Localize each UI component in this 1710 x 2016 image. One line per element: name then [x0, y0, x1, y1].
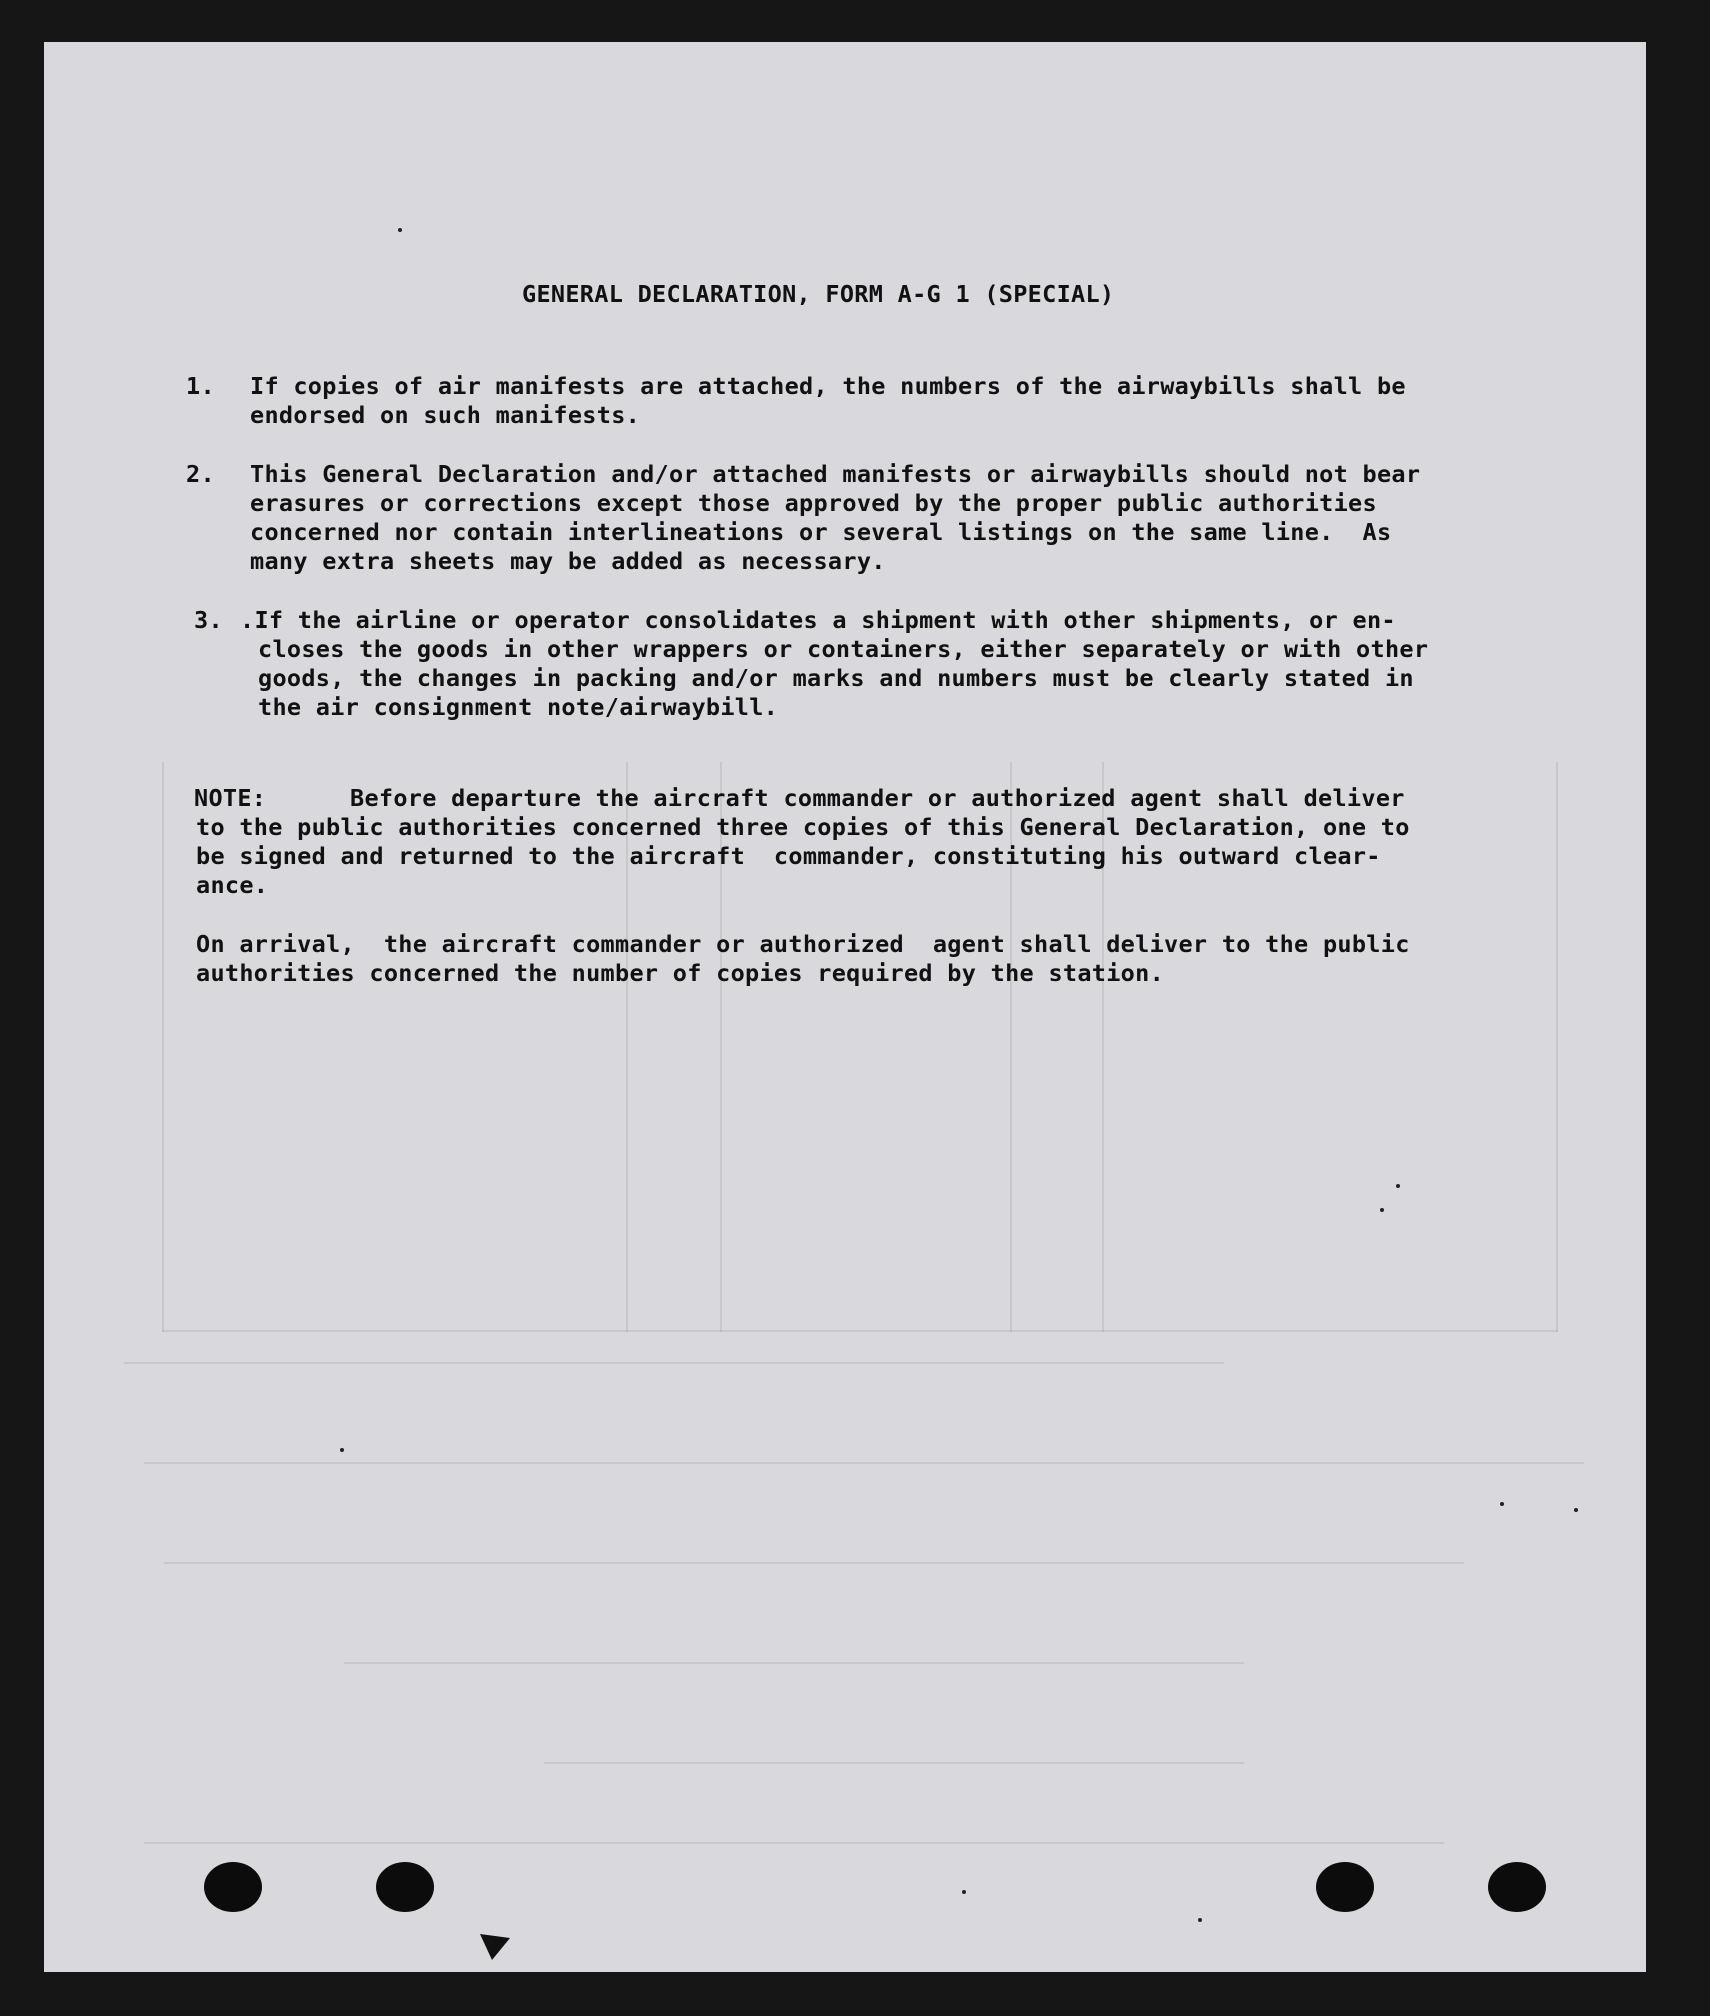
show-through-line	[164, 1562, 1464, 1564]
show-through-line	[124, 1362, 1224, 1364]
item-line: concerned nor contain interlineations or several listings on the same line. As	[250, 518, 1392, 546]
speck-mark	[962, 1890, 966, 1894]
show-through-line	[144, 1462, 1584, 1464]
item-number: 2.	[186, 460, 215, 488]
show-through-line	[544, 1762, 1244, 1764]
show-through-line	[1556, 762, 1558, 1332]
item-line: erasures or corrections except those approved by the proper public authorities	[250, 489, 1377, 517]
item-line: closes the goods in other wrappers or containers, either separately or with other	[258, 635, 1429, 663]
speck-mark	[1380, 1208, 1384, 1212]
speck-mark	[1574, 1508, 1578, 1512]
note-line: be signed and returned to the aircraft commander, constituting his outward clear-	[196, 842, 1381, 870]
item-line: goods, the changes in packing and/or marks and numbers must be clearly stated in	[258, 664, 1414, 692]
note-line: ance.	[196, 871, 269, 899]
note-line: Before departure the aircraft commander or authorized agent shall deliver	[350, 784, 1405, 812]
arrival-line: On arrival, the aircraft commander or authorized agent shall deliver to the public	[196, 930, 1410, 958]
item-line: the air consignment note/airwaybill.	[258, 693, 779, 721]
item-line: endorsed on such manifests.	[250, 401, 641, 429]
note-label: NOTE:	[194, 784, 267, 812]
item-line: .If the airline or operator consolidates a shipment with other shipments, or en-	[240, 606, 1396, 634]
arrival-line: authorities concerned the number of copies required by the station.	[196, 959, 1165, 987]
show-through-line	[344, 1662, 1244, 1664]
speck-mark	[398, 228, 402, 232]
item-line: This General Declaration and/or attached manifests or airwaybills should not bear	[250, 460, 1421, 488]
document-page	[44, 42, 1646, 1972]
punch-hole	[204, 1862, 262, 1912]
punch-hole	[1488, 1862, 1546, 1912]
item-number: 1.	[186, 372, 215, 400]
speck-mark	[1396, 1184, 1400, 1188]
page-title: GENERAL DECLARATION, FORM A-G 1 (SPECIAL)	[522, 280, 1115, 308]
show-through-line	[162, 1330, 1558, 1332]
speck-mark	[1500, 1502, 1504, 1506]
item-line: many extra sheets may be added as necessary.	[250, 547, 886, 575]
punch-hole	[376, 1862, 434, 1912]
speck-mark	[1198, 1918, 1202, 1922]
punch-hole	[1316, 1862, 1374, 1912]
speck-mark	[340, 1448, 344, 1452]
show-through-line	[162, 762, 164, 1332]
item-line: If copies of air manifests are attached, the numbers of the airwaybills shall be	[250, 372, 1406, 400]
show-through-line	[144, 1842, 1444, 1844]
item-number: 3.	[194, 606, 223, 634]
note-line: to the public authorities concerned three copies of this General Declaration, one to	[196, 813, 1410, 841]
triangle-mark	[478, 1932, 512, 1962]
